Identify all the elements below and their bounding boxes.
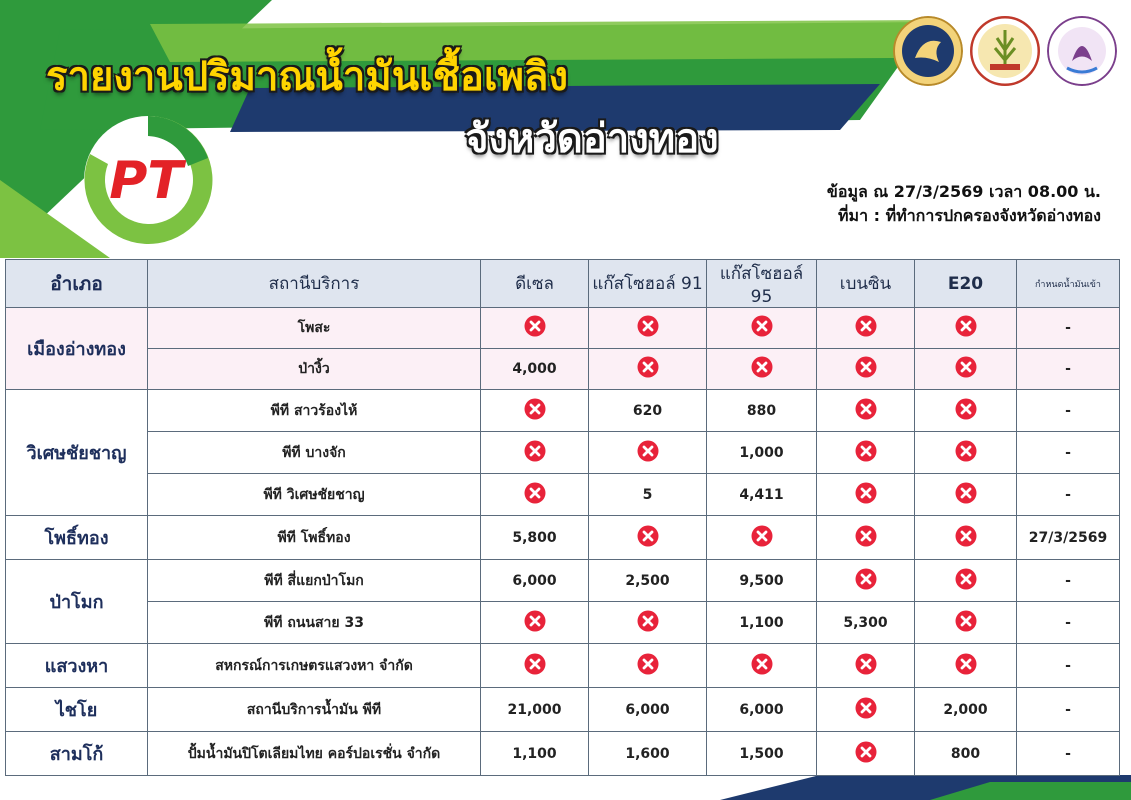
station-cell: สหกรณ์การเกษตรแสวงหา จำกัด — [148, 644, 481, 688]
table-row — [6, 308, 1120, 349]
unavailable-cell — [589, 432, 707, 474]
value-cell: 6,000 — [589, 688, 707, 732]
unavailable-cell — [915, 390, 1017, 432]
value-cell: 2,500 — [589, 560, 707, 602]
x-circle-icon — [955, 315, 977, 341]
province-title: จังหวัดอ่างทอง — [465, 116, 719, 162]
unavailable-cell — [915, 349, 1017, 390]
value-cell: - — [1017, 602, 1120, 644]
value-cell: 1,600 — [589, 732, 707, 776]
value-cell: - — [1017, 390, 1120, 432]
unavailable-cell — [589, 602, 707, 644]
x-circle-icon — [751, 315, 773, 341]
district-cell: สามโก้ — [6, 732, 148, 776]
x-circle-icon — [637, 525, 659, 551]
unavailable-cell — [589, 308, 707, 349]
header-district: อำเภอ — [6, 260, 148, 308]
table-body — [6, 308, 1120, 776]
header-benzine: เบนซิน — [817, 260, 915, 308]
unavailable-cell — [707, 349, 817, 390]
x-circle-icon — [955, 653, 977, 679]
table-header-row — [6, 260, 1120, 308]
value-cell: - — [1017, 308, 1120, 349]
unavailable-cell — [707, 644, 817, 688]
x-circle-icon — [524, 482, 546, 508]
x-circle-icon — [955, 440, 977, 466]
header-gasohol-91: แก๊สโซฮอล์ 91 — [589, 260, 707, 308]
district-cell: ป่าโมก — [6, 560, 148, 644]
value-cell: 5,800 — [481, 516, 589, 560]
unavailable-cell — [915, 308, 1017, 349]
value-cell: - — [1017, 560, 1120, 602]
value-cell: 620 — [589, 390, 707, 432]
x-circle-icon — [855, 741, 877, 767]
report-info — [827, 180, 1101, 228]
data-date-line: ข้อมูล ณ 27/3/2569 เวลา 08.00 น. — [826, 182, 1101, 201]
station-cell: พีที สี่แยกป่าโมก — [148, 560, 481, 602]
unavailable-cell — [589, 349, 707, 390]
x-circle-icon — [855, 482, 877, 508]
value-cell: 27/3/2569 — [1017, 516, 1120, 560]
station-cell: พีที ถนนสาย 33 — [148, 602, 481, 644]
unavailable-cell — [589, 516, 707, 560]
value-cell: 6,000 — [707, 688, 817, 732]
unavailable-cell — [481, 308, 589, 349]
unavailable-cell — [915, 644, 1017, 688]
station-cell: พีที สาวร้องไห้ — [148, 390, 481, 432]
x-circle-icon — [855, 525, 877, 551]
district-cell: โพธิ์ทอง — [6, 516, 148, 560]
value-cell: 880 — [707, 390, 817, 432]
ministry-interior-seal — [893, 16, 963, 86]
header-delivery-schedule: กำหนดน้ำมันเข้า — [1017, 260, 1120, 308]
table-row — [6, 474, 1120, 516]
header-e20: E20 — [915, 260, 1017, 308]
unavailable-cell — [481, 432, 589, 474]
unavailable-cell — [915, 560, 1017, 602]
unavailable-cell — [915, 602, 1017, 644]
value-cell: 1,100 — [481, 732, 589, 776]
fuel-stock-table — [5, 259, 1120, 776]
value-cell: 1,100 — [707, 602, 817, 644]
x-circle-icon — [955, 525, 977, 551]
value-cell: - — [1017, 432, 1120, 474]
x-circle-icon — [955, 568, 977, 594]
unavailable-cell — [481, 602, 589, 644]
station-cell: ป่างิ้ว — [148, 349, 481, 390]
data-source-line: ที่มา : ที่ทำการปกครองจังหวัดอ่างทอง — [837, 206, 1101, 225]
table-row — [6, 349, 1120, 390]
x-circle-icon — [637, 315, 659, 341]
table-row — [6, 560, 1120, 602]
x-circle-icon — [955, 398, 977, 424]
value-cell: - — [1017, 349, 1120, 390]
value-cell: 4,411 — [707, 474, 817, 516]
x-circle-icon — [855, 440, 877, 466]
table-row — [6, 602, 1120, 644]
unavailable-cell — [817, 308, 915, 349]
district-cell: ไชโย — [6, 688, 148, 732]
unavailable-cell — [707, 308, 817, 349]
district-cell: เมืองอ่างทอง — [6, 308, 148, 390]
unavailable-cell — [915, 432, 1017, 474]
table-row — [6, 516, 1120, 560]
unavailable-cell — [817, 432, 915, 474]
x-circle-icon — [855, 398, 877, 424]
station-cell: พีที วิเศษชัยชาญ — [148, 474, 481, 516]
value-cell: - — [1017, 474, 1120, 516]
x-circle-icon — [524, 610, 546, 636]
x-circle-icon — [955, 356, 977, 382]
unavailable-cell — [481, 644, 589, 688]
x-circle-icon — [855, 697, 877, 723]
value-cell: 21,000 — [481, 688, 589, 732]
x-circle-icon — [637, 356, 659, 382]
pt-logo-text: PT — [109, 151, 183, 211]
unavailable-cell — [589, 644, 707, 688]
x-circle-icon — [637, 653, 659, 679]
x-circle-icon — [855, 356, 877, 382]
value-cell: 5,300 — [817, 602, 915, 644]
unavailable-cell — [817, 390, 915, 432]
unavailable-cell — [817, 644, 915, 688]
x-circle-icon — [855, 568, 877, 594]
unavailable-cell — [481, 390, 589, 432]
value-cell: 4,000 — [481, 349, 589, 390]
value-cell: 1,000 — [707, 432, 817, 474]
x-circle-icon — [855, 653, 877, 679]
table-row — [6, 644, 1120, 688]
value-cell: 6,000 — [481, 560, 589, 602]
x-circle-icon — [637, 610, 659, 636]
x-circle-icon — [524, 315, 546, 341]
province-seal — [970, 16, 1040, 86]
value-cell: 9,500 — [707, 560, 817, 602]
header-gasohol-95: แก๊สโซฮอล์ 95 — [707, 260, 817, 308]
x-circle-icon — [751, 356, 773, 382]
x-circle-icon — [955, 610, 977, 636]
x-circle-icon — [955, 482, 977, 508]
unavailable-cell — [817, 516, 915, 560]
x-circle-icon — [524, 398, 546, 424]
unavailable-cell — [915, 474, 1017, 516]
header-station: สถานีบริการ — [148, 260, 481, 308]
table-row — [6, 688, 1120, 732]
value-cell: 5 — [589, 474, 707, 516]
district-cell: แสวงหา — [6, 644, 148, 688]
station-cell: พีที โพธิ์ทอง — [148, 516, 481, 560]
table-row — [6, 432, 1120, 474]
table-row — [6, 390, 1120, 432]
x-circle-icon — [637, 440, 659, 466]
header-diesel: ดีเซล — [481, 260, 589, 308]
value-cell: - — [1017, 644, 1120, 688]
unavailable-cell — [817, 349, 915, 390]
unavailable-cell — [817, 560, 915, 602]
station-cell: โพสะ — [148, 308, 481, 349]
x-circle-icon — [855, 315, 877, 341]
x-circle-icon — [524, 440, 546, 466]
station-cell: สถานีบริการน้ำมัน พีที — [148, 688, 481, 732]
table-row — [6, 732, 1120, 776]
district-cell: วิเศษชัยชาญ — [6, 390, 148, 516]
pt-brand-logo — [78, 110, 218, 250]
unavailable-cell — [817, 688, 915, 732]
report-title: รายงานปริมาณน้ำมันเชื้อเพลิง — [46, 54, 568, 100]
value-cell: 2,000 — [915, 688, 1017, 732]
unavailable-cell — [915, 516, 1017, 560]
public-relations-seal — [1047, 16, 1117, 86]
value-cell: 1,500 — [707, 732, 817, 776]
unavailable-cell — [817, 474, 915, 516]
value-cell: - — [1017, 688, 1120, 732]
unavailable-cell — [707, 516, 817, 560]
value-cell: 800 — [915, 732, 1017, 776]
x-circle-icon — [751, 525, 773, 551]
x-circle-icon — [751, 653, 773, 679]
unavailable-cell — [481, 474, 589, 516]
x-circle-icon — [524, 653, 546, 679]
station-cell: พีที บางจัก — [148, 432, 481, 474]
unavailable-cell — [817, 732, 915, 776]
value-cell: - — [1017, 732, 1120, 776]
station-cell: ปั้มน้ำมันปิโตเลียมไทย คอร์ปอเรชั่น จำกัด — [148, 732, 481, 776]
